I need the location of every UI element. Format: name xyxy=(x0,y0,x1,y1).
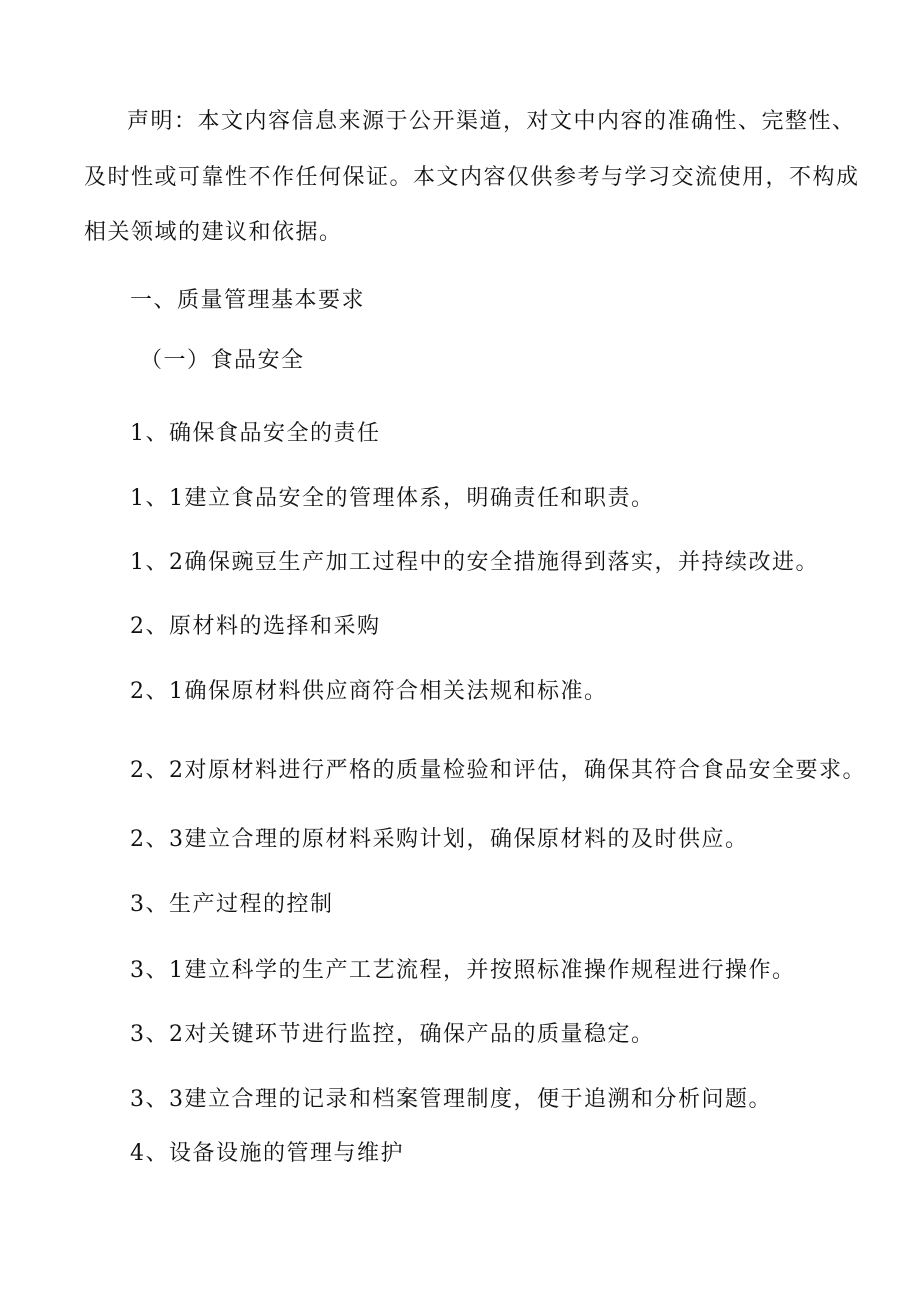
subsection-heading: （一）食品安全 xyxy=(140,348,305,373)
list-item: 2、2对原材料进行严格的质量检验和评估，确保其符合食品安全要求。 xyxy=(130,758,866,783)
list-item: 1、确保食品安全的责任 xyxy=(130,421,381,446)
disclaimer-line-2: 及时性或可靠性不作任何保证。本文内容仅供参考与学习交流使用，不构成 xyxy=(84,165,860,190)
list-item: 3、1建立科学的生产工艺流程，并按照标准操作规程进行操作。 xyxy=(130,958,796,983)
list-item: 2、3建立合理的原材料采购计划，确保原材料的及时供应。 xyxy=(130,827,749,852)
list-item: 3、2对关键环节进行监控，确保产品的质量稳定。 xyxy=(130,1022,655,1047)
list-item: 3、生产过程的控制 xyxy=(130,892,334,917)
list-item: 1、1建立食品安全的管理体系，明确责任和职责。 xyxy=(130,486,655,511)
list-item: 2、原材料的选择和采购 xyxy=(130,614,381,639)
list-item: 1、2确保豌豆生产加工过程中的安全措施得到落实，并持续改进。 xyxy=(130,550,819,575)
list-item: 4、设备设施的管理与维护 xyxy=(130,1141,404,1166)
disclaimer-line-3: 相关领域的建议和依据。 xyxy=(84,220,343,245)
section-heading: 一、质量管理基本要求 xyxy=(130,288,366,313)
list-item: 2、1确保原材料供应商符合相关法规和标准。 xyxy=(130,679,608,704)
list-item: 3、3建立合理的记录和档案管理制度，便于追溯和分析问题。 xyxy=(130,1087,772,1112)
disclaimer-line-1: 声明：本文内容信息来源于公开渠道，对文中内容的准确性、完整性、 xyxy=(127,109,856,134)
